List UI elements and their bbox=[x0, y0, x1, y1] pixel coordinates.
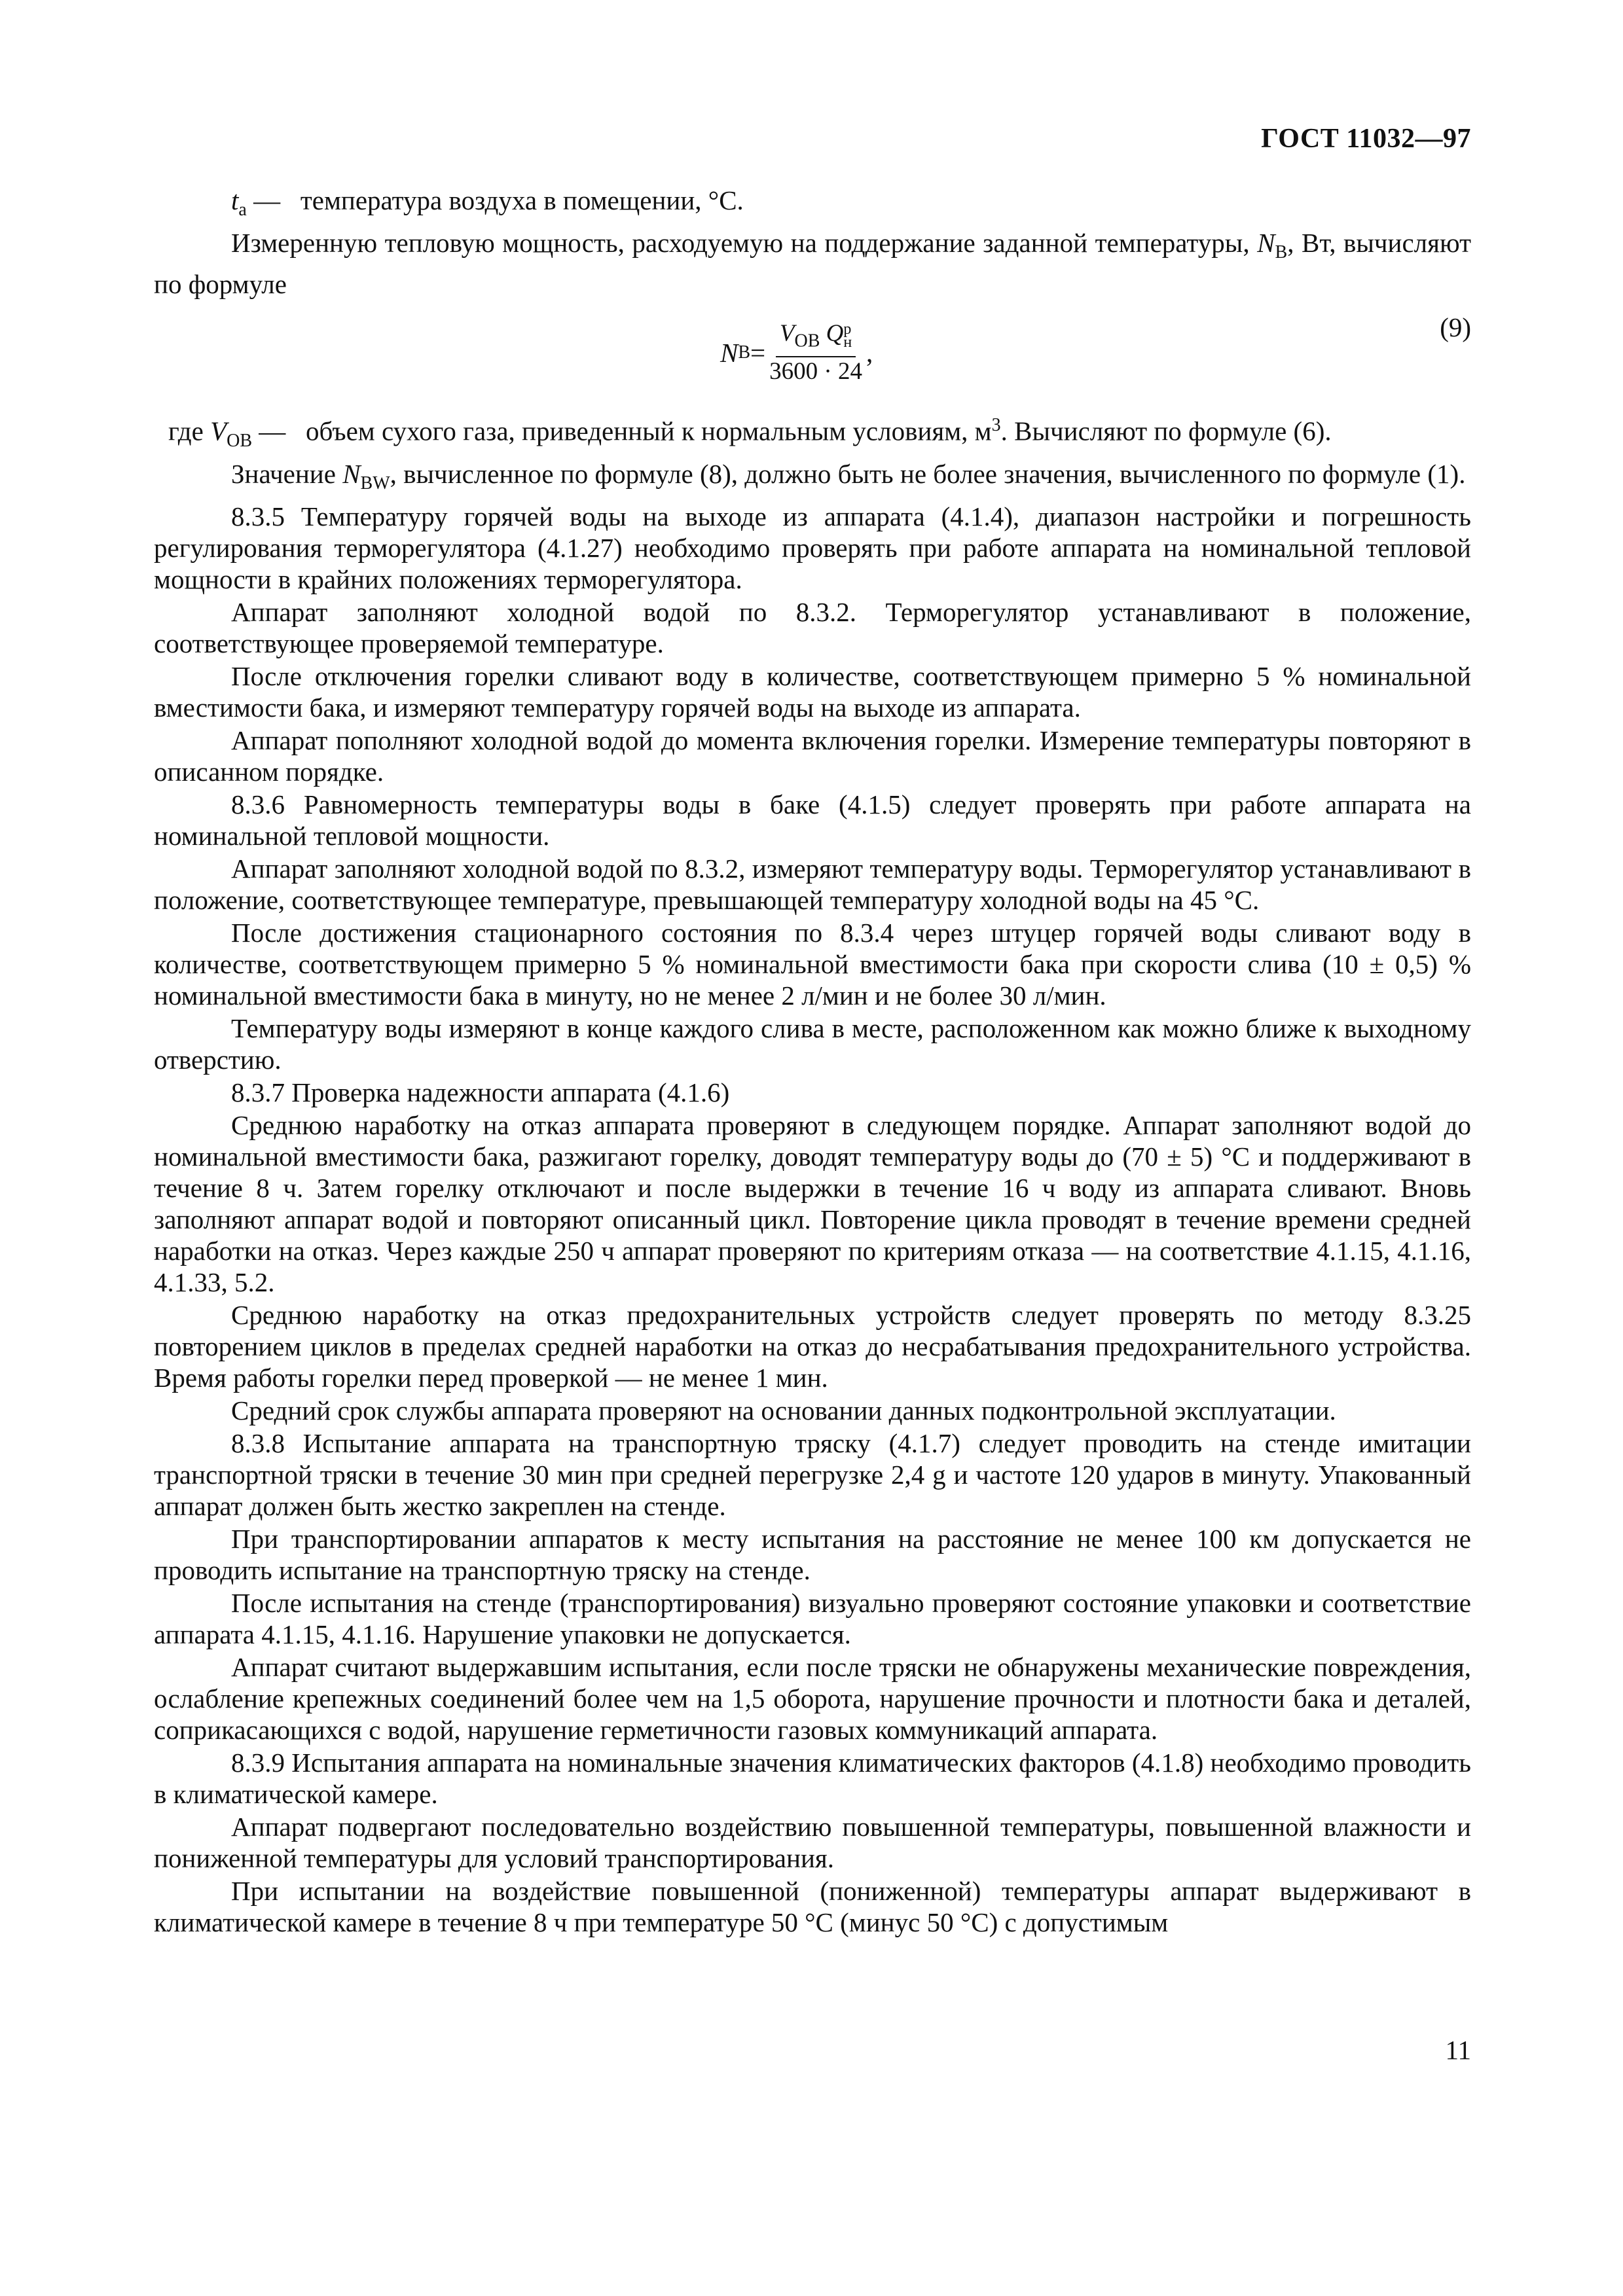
unit-superscript: 3 bbox=[991, 415, 1001, 436]
formula-fraction bbox=[769, 321, 862, 384]
paragraph: Среднюю наработку на отказ аппарата проверяют в следующем порядке. Аппарат заполняют водой до номинальной вместимости бака, разжигают горелку, доводят температуру воды до (70 ± 5) °С и поддерживают в течение 8 ч. Затем горелку отключают и после выдержки в течение 16 ч воду из аппарата сливают. Вновь заполняют аппарат водой и повторяют описанный цикл. Повторение цикла проводят в течение времени средней наработки на отказ. Через каждые 250 ч аппарат проверяют по критериям отказа — на соответствие 4.1.15, 4.1.16, 4.1.33, 5.2. bbox=[154, 1110, 1471, 1298]
definition-vob-text: объем сухого газа, приведенный к нормальным условиям, м bbox=[306, 416, 992, 447]
text-run: , вычисленное по формуле (8), должно быть не более значения, вычисленного по формуле (1). bbox=[390, 459, 1466, 490]
symbol-n-subscript: BW bbox=[360, 473, 390, 494]
formula-lhs: N bbox=[720, 338, 739, 368]
text-run: Значение bbox=[231, 459, 343, 490]
paragraph: 8.3.6 Равномерность температуры воды в баке (4.1.5) следует проверять при работе аппарата на номинальной тепловой мощности. bbox=[154, 789, 1471, 852]
text-run: Измеренную тепловую мощность, расходуемую на поддержание заданной температуры, bbox=[231, 228, 1258, 259]
paragraph: При испытании на воздействие повышенной (пониженной) температуры аппарат выдерживают в климатической камере в течение 8 ч при температуре 50 °С (минус 50 °С) с допустимым bbox=[154, 1876, 1471, 1938]
definition-ta-text: температура воздуха в помещении, °С. bbox=[300, 185, 744, 215]
paragraph-nbw bbox=[154, 458, 1471, 499]
symbol-v: V bbox=[210, 416, 227, 447]
paragraph: Аппарат подвергают последовательно воздействию повышенной температуры, повышенной влажности и пониженной температуры для условий транспортирования. bbox=[154, 1812, 1471, 1874]
paragraph: Аппарат заполняют холодной водой по 8.3.2. Терморегулятор устанавливают в положение, соответствующее проверяемой температуре. bbox=[154, 597, 1471, 659]
paragraph: После отключения горелки сливают воду в количестве, соответствующем примерно 5 % номинальной вместимости бака, и измеряют температуру горячей воды на выходе из аппарата. bbox=[154, 661, 1471, 723]
paragraph: Средний срок службы аппарата проверяют на основании данных подконтрольной эксплуатации. bbox=[231, 1395, 1336, 1426]
definition-vob bbox=[154, 410, 1471, 457]
symbol-n: N bbox=[342, 459, 361, 490]
definition-ta bbox=[154, 185, 1471, 226]
symbol-t-subscript: а bbox=[238, 200, 247, 221]
numerator-q-subscript: н bbox=[843, 333, 852, 351]
numerator-q: Q bbox=[826, 320, 844, 348]
symbol-n: N bbox=[1257, 228, 1275, 259]
definition-dash: — bbox=[246, 185, 281, 215]
symbol-v-subscript: OB bbox=[227, 431, 253, 452]
definition-vob-text-2: . Вычисляют по формуле (6). bbox=[1000, 416, 1332, 447]
paragraph: 8.3.8 Испытание аппарата на транспортную тряску (4.1.7) следует проводить на стенде имитации транспортной тряски в течение 30 мин при средней перегрузке 2,4 g и частоте 120 ударов в минуту. Упакованный аппарат должен быть жестко закреплен на стенде. bbox=[154, 1428, 1471, 1522]
symbol-n-subscript: B bbox=[1275, 242, 1288, 263]
paragraph: Среднюю наработку на отказ предохранительных устройств следует проверять по методу 8.3.25 повторением циклов в пределах средней наработки на отказ до несрабатывания предохранительного устройства. Время работы горелки перед проверкой — не менее 1 мин. bbox=[154, 1300, 1471, 1393]
definition-prefix: где bbox=[168, 416, 211, 447]
paragraph: При транспортировании аппаратов к месту испытания на расстояние не менее 100 км допускается не проводить испытание на транспортную тряску на стенде. bbox=[154, 1524, 1471, 1586]
paragraph: После достижения стационарного состояния по 8.3.4 через штуцер горячей воды сливают воду в количестве, соответствующем примерно 5 % номинальной вместимости бака при скорости слива (10 ± 0,5) % номинальной вместимости бака в минуту, но не менее 2 л/мин и не более 30 л/мин. bbox=[154, 918, 1471, 1011]
definition-dash: — bbox=[252, 416, 286, 447]
equation-number: (9) bbox=[1440, 312, 1471, 343]
paragraph: Аппарат пополняют холодной водой до момента включения горелки. Измерение температуры повторяют в описанном порядке. bbox=[154, 725, 1471, 787]
paragraph-nb-intro bbox=[154, 227, 1471, 300]
formula-trailing-comma: , bbox=[866, 338, 873, 368]
paragraph: 8.3.9 Испытания аппарата на номинальные значения климатических факторов (4.1.8) необходимо проводить в климатической камере. bbox=[154, 1748, 1471, 1810]
numerator-v-subscript: OB bbox=[794, 331, 820, 351]
symbol-t: t bbox=[231, 185, 239, 215]
paragraph: Аппарат заполняют холодной водой по 8.3.2, измеряют температуру воды. Терморегулятор устанавливают в положение, соответствующее температуре, превышающей температуру холодной воды на 45 °С. bbox=[154, 853, 1471, 916]
numerator-v: V bbox=[779, 320, 795, 348]
text-run: , Вт, вычисляют по формуле bbox=[154, 228, 1472, 300]
paragraph: 8.3.5 Температуру горячей воды на выходе из аппарата (4.1.4), диапазон настройки и погрешность регулирования терморегулятора (4.1.27) необходимо проверять при работе аппарата на номинальной тепловой мощности в крайних положениях терморегулятора. bbox=[154, 501, 1471, 595]
section-heading: 8.3.7 Проверка надежности аппарата (4.1.6) bbox=[231, 1077, 730, 1108]
paragraph: Температуру воды измеряют в конце каждого слива в месте, расположенном как можно ближе к выходному отверстию. bbox=[154, 1013, 1471, 1075]
paragraph: Аппарат считают выдержавшим испытания, если после тряски не обнаружены механические повреждения, ослабление крепежных соединений более чем на 1,5 оборота, нарушение прочности и плотности бака и деталей, соприкасающихся с водой, нарушение герметичности газовых коммуникаций аппарата. bbox=[154, 1652, 1471, 1746]
formula-numerator bbox=[776, 321, 856, 357]
formula-denominator: 3600 · 24 bbox=[769, 357, 862, 385]
numerator-q-superscript: р bbox=[843, 320, 852, 338]
formula-equals: = bbox=[750, 338, 766, 368]
document-body bbox=[154, 185, 1471, 1939]
formula-lhs-subscript: B bbox=[738, 342, 751, 363]
formula-expression bbox=[720, 321, 873, 384]
numerator-q-indices bbox=[843, 320, 852, 351]
formula-9 bbox=[154, 312, 1471, 398]
paragraph: После испытания на стенде (транспортирования) визуально проверяют состояние упаковки и соответствие аппарата 4.1.15, 4.1.16. Нарушение упаковки не допускается. bbox=[154, 1588, 1471, 1650]
page-header: ГОСТ 11032—97 bbox=[1261, 124, 1471, 154]
page-number: 11 bbox=[1445, 2035, 1471, 2065]
